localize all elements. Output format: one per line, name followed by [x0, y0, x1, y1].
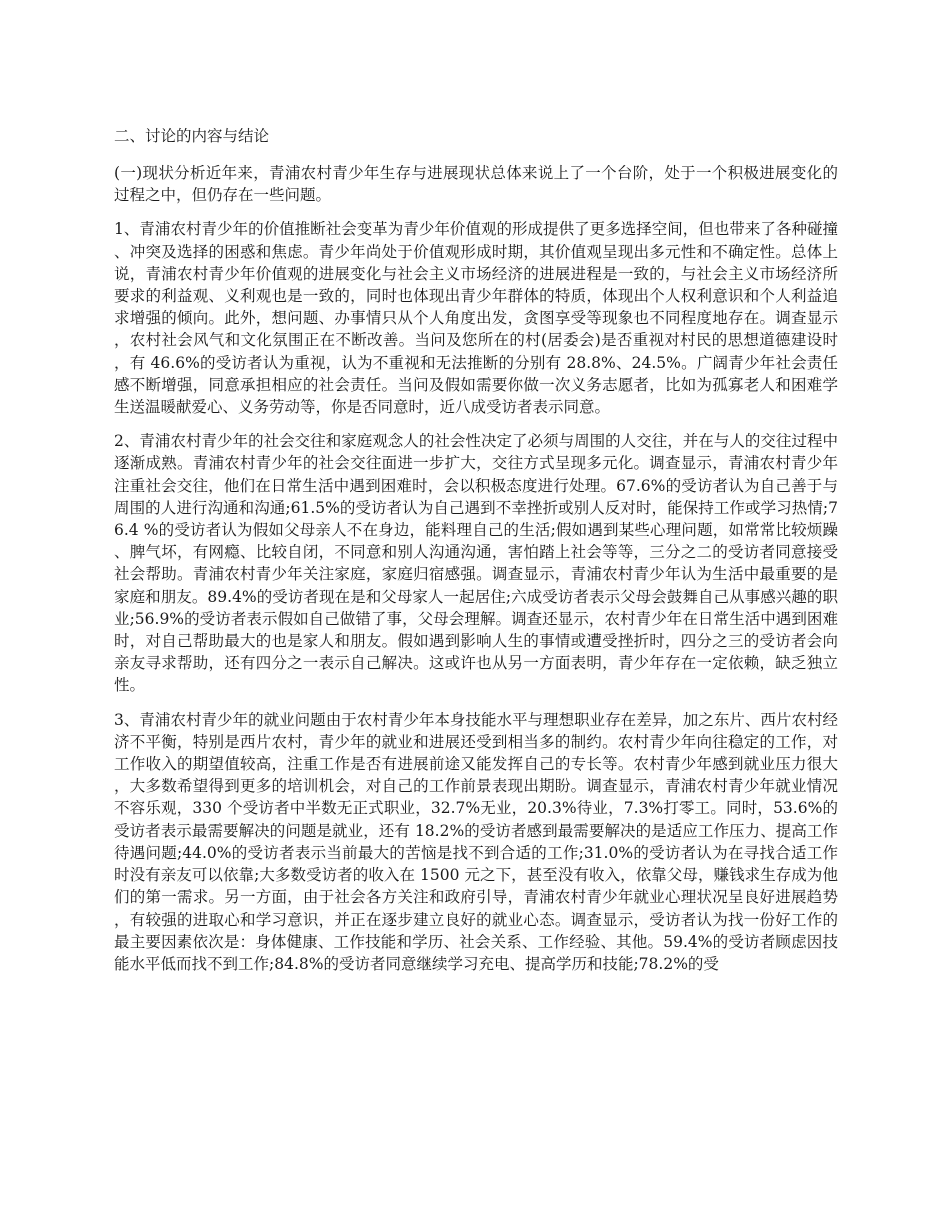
- section-heading: 二、讨论的内容与结论: [114, 127, 270, 145]
- document-page: [114, 124, 838, 987]
- paragraph-employment: 3、青浦农村青少年的就业问题由于农村青少年本身技能水平与理想职业存在差异，加之东片、西片农村经济不平衡，特别是西片农村，青少年的就业和进展还受到相当多的制约。农村青少年向往稳定的工作，对工作收入的期望值较高，注重工作是否有进展前途又能发挥自己的专长等。农村青少年感到就业压力很大，大多数希望得到更多的培训机会，对自己的工作前景表现出期盼。调查显示，青浦农村青少年就业情况不容乐观，330 个受访者中半数无正式职业，32.7%无业，20.3%待业，7.3%打零工。同时，53.6%的受访者表示最需要解决的问题是就业，还有 18.2%的受访者感到最需要解决的是适应工作压力、提高工作待遇问题;44.0%的受访者表示当前最大的苦恼是找不到合适的工作;31.0%的受访者认为在寻找合适工作时没有亲友可以依靠;大多数受访者的收入在 1500 元之下，甚至没有收入，依靠父母，赚钱求生存成为他们的第一需求。另一方面，由于社会各方关注和政府引导，青浦农村青少年就业心理状况呈良好进展趋势，有较强的进取心和学习意识，并正在逐步建立良好的就业心态。调查显示，受访者认为找一份好工作的最主要因素依次是：身体健康、工作技能和学历、社会关系、工作经验、其他。59.4%的受访者顾虑因技能水平低而找不到工作;84.8%的受访者同意继续学习充电、提高学历和技能;78.2%的受: [114, 710, 838, 973]
- paragraph-social-family: 2、青浦农村青少年的社会交往和家庭观念人的社会性决定了必须与周围的人交往，并在与人的交往过程中逐渐成熟。青浦农村青少年的社会交往面进一步扩大，交往方式呈现多元化。调查显示，青浦农村青少年注重社会交往，他们在日常生活中遇到困难时，会以积极态度进行处理。67.6%的受访者认为自己善于与周围的人进行沟通和沟通;61.5%的受访者认为自己遇到不幸挫折或别人反对时，能保持工作或学习热情;76.4 %的受访者认为假如父母亲人不在身边，能料理自己的生活;假如遇到某些心理问题，如常常比较烦躁、脾气坏，有网瘾、比较自闭，不同意和别人沟通沟通，害怕踏上社会等等，三分之二的受访者同意接受社会帮助。青浦农村青少年关注家庭，家庭归宿感强。调查显示，青浦农村青少年认为生活中最重要的是家庭和朋友。89.4%的受访者现在是和父母家人一起居住;六成受访者表示父母会鼓舞自己从事感兴趣的职业;56.9%的受访者表示假如自己做错了事，父母会理解。调查还显示，农村青少年在日常生活中遇到困难时，对自己帮助最大的也是家人和朋友。假如遇到影响人生的事情或遭受挫折时，四分之三的受访者会向亲友寻求帮助，还有四分之一表示自己解决。这或许也从另一方面表明，青少年存在一定依赖，缺乏独立性。: [114, 432, 838, 695]
- paragraph-status-overview: (一)现状分析近年来，青浦农村青少年生存与进展现状总体来说上了一个台阶，处于一个积极进展变化的过程之中，但仍存在一些问题。: [114, 164, 838, 205]
- paragraph-values: 1、青浦农村青少年的价值推断社会变革为青少年价值观的形成提供了更多选择空间，但也带来了各种碰撞、冲突及选择的困惑和焦虑。青少年尚处于价值观形成时期，其价值观呈现出多元性和不确定性。总体上说，青浦农村青少年价值观的进展变化与社会主义市场经济的进展进程是一致的，与社会主义市场经济所要求的利益观、义利观也是一致的，同时也体现出青少年群体的特质，体现出个人权利意识和个人利益追求增强的倾向。此外，想问题、办事情只从个人角度出发，贪图享受等现象也不同程度地存在。调查显示，农村社会风气和文化氛围正在不断改善。当问及您所在的村(居委会)是否重视对村民的思想道德建设时，有 46.6%的受访者认为重视，认为不重视和无法推断的分别有 28.8%、24.5%。广阔青少年社会责任感不断增强，同意承担相应的社会责任。当问及假如需要你做一次义务志愿者，比如为孤寡老人和困难学生送温暖献爱心、义务劳动等，你是否同意时，近八成受访者表示同意。: [114, 220, 838, 417]
